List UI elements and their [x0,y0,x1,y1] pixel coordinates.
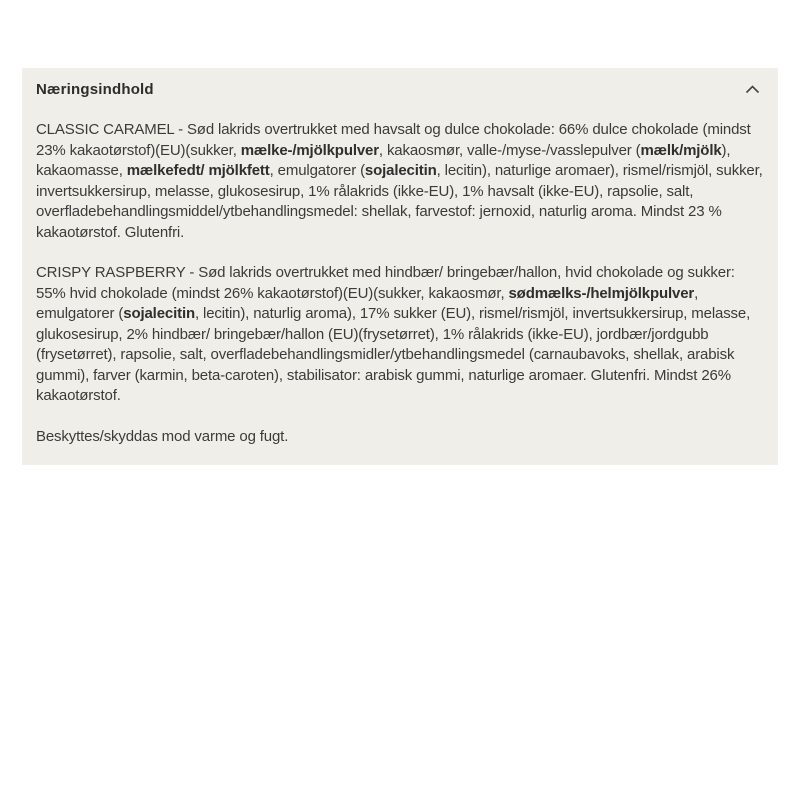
chevron-up-icon [745,82,760,97]
storage-instructions-paragraph: Beskyttes/skyddas mod varme og fugt. [36,427,289,445]
crispy-raspberry-ingredients-paragraph: CRISPY RASPBERRY - Sød lakrids overtrukket med hindbær/ bringebær/hallon, hvid chokolade og sukker: 55% hvid chokolade (mindst 26% kakaotørstof)(EU)(sukker, kakaosmør, sødmælks-/helmjölkpulver, emulgatorer (sojalecitin, lecitin), naturlig aroma), 17% sukker (EU), rismel/rismjöl, invertsukkersirup, melasse, glukosesirup, 2% hindbær/ bringebær/hallon (EU)(frysetørret), 1% rålakrids (ikke-EU), jordbær/jordgubb (frysetørret), rapsolie, salt, overfladebehandlingsmidler/ytbehandlingsmedel (carnaubavoks, shellak, arabisk gummi), farver (karmin, beta-caroten), stabilisator: arabisk gummi, naturlige aromaer. Glutenfri. Mindst 26% kakaotørstof. [36,264,751,404]
nutrition-accordion-section [22,68,778,465]
accordion-title: Næringsindhold [36,81,154,98]
accordion-content [36,120,764,447]
collapse-section-button[interactable] [741,83,764,96]
accordion-header[interactable] [36,81,764,98]
classic-caramel-ingredients-paragraph: CLASSIC CARAMEL - Sød lakrids overtrukket med havsalt og dulce chokolade: 66% dulce chokolade (mindst 23% kakaotørstof)(EU)(sukker, mælke-/mjölkpulver, kakaosmør, valle-/myse-/vasslepulver (mælk/mjölk), kakaomasse, mælkefedt/ mjölkfett, emulgatorer (sojalecitin, lecitin), naturlige aromaer), rismel/rismjöl, sukker, invertsukkersirup, melasse, glukosesirup, 1% rålakrids (ikke-EU), 1% havsalt (ikke-EU), rapsolie, salt, overfladebehandlingsmiddel/ytbehandlingsmedel: shellak, farvestof: jernoxid, naturlig aroma. Mindst 23 % kakaotørstof. Glutenfri. [36,121,763,241]
